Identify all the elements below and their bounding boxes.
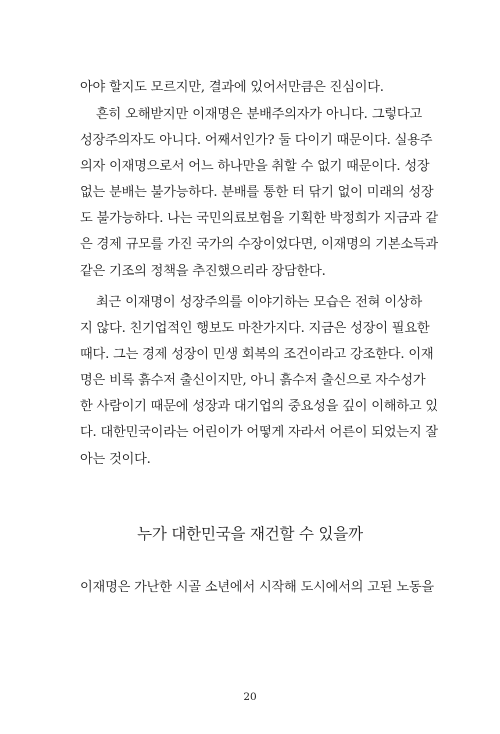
text-line: 흔히 오해받지만 이재명은 분배주의자가 아니다. 그렇다고 bbox=[96, 107, 422, 122]
page-number: 20 bbox=[243, 691, 257, 703]
text-line: 한 사람이기 때문에 성장과 대기업의 중요성을 깊이 이해하고 있 bbox=[80, 399, 438, 414]
text-line: 도 불가능하다. 나는 국민의료보험을 기획한 박정희가 지금과 같 bbox=[80, 211, 438, 226]
text-line: 성장주의자도 아니다. 어째서인가? 둘 다이기 때문이다. 실용주 bbox=[80, 133, 433, 148]
text-line: 최근 이재명이 성장주의를 이야기하는 모습은 전혀 이상하 bbox=[96, 295, 422, 310]
text-line: 은 경제 규모를 가진 국가의 수장이었다면, 이재명의 기본소득과 bbox=[80, 237, 438, 252]
text-line: 없는 분배는 불가능하다. 분배를 통한 터 닦기 없이 미래의 성장 bbox=[80, 185, 434, 200]
text-line: 의자 이재명으로서 어느 하나만을 취할 수 없기 때문이다. 성장 bbox=[80, 159, 430, 174]
text-line: 명은 비록 흙수저 출신이지만, 아니 흙수저 출신으로 자수성가 bbox=[80, 373, 426, 388]
text-line: 이재명은 가난한 시골 소년에서 시작해 도시에서의 고된 노동을 bbox=[80, 580, 434, 595]
section-heading: 누가 대한민국을 재건할 수 있을까 bbox=[137, 525, 363, 543]
text-line: 때다. 그는 경제 성장이 민생 회복의 조건이라고 강조한다. 이재 bbox=[80, 347, 434, 362]
text-line: 같은 기조의 정책을 추진했으리라 장담한다. bbox=[80, 264, 326, 279]
text-line: 아는 것이다. bbox=[80, 452, 151, 467]
text-line: 다. 대한민국이라는 어린이가 어떻게 자라서 어른이 되었는지 잘 bbox=[80, 425, 438, 440]
text-line: 아야 할지도 모르지만, 결과에 있어서만큼은 진심이다. bbox=[80, 80, 384, 95]
text-line: 지 않다. 친기업적인 행보도 마찬가지다. 지금은 성장이 필요한 bbox=[80, 321, 430, 336]
